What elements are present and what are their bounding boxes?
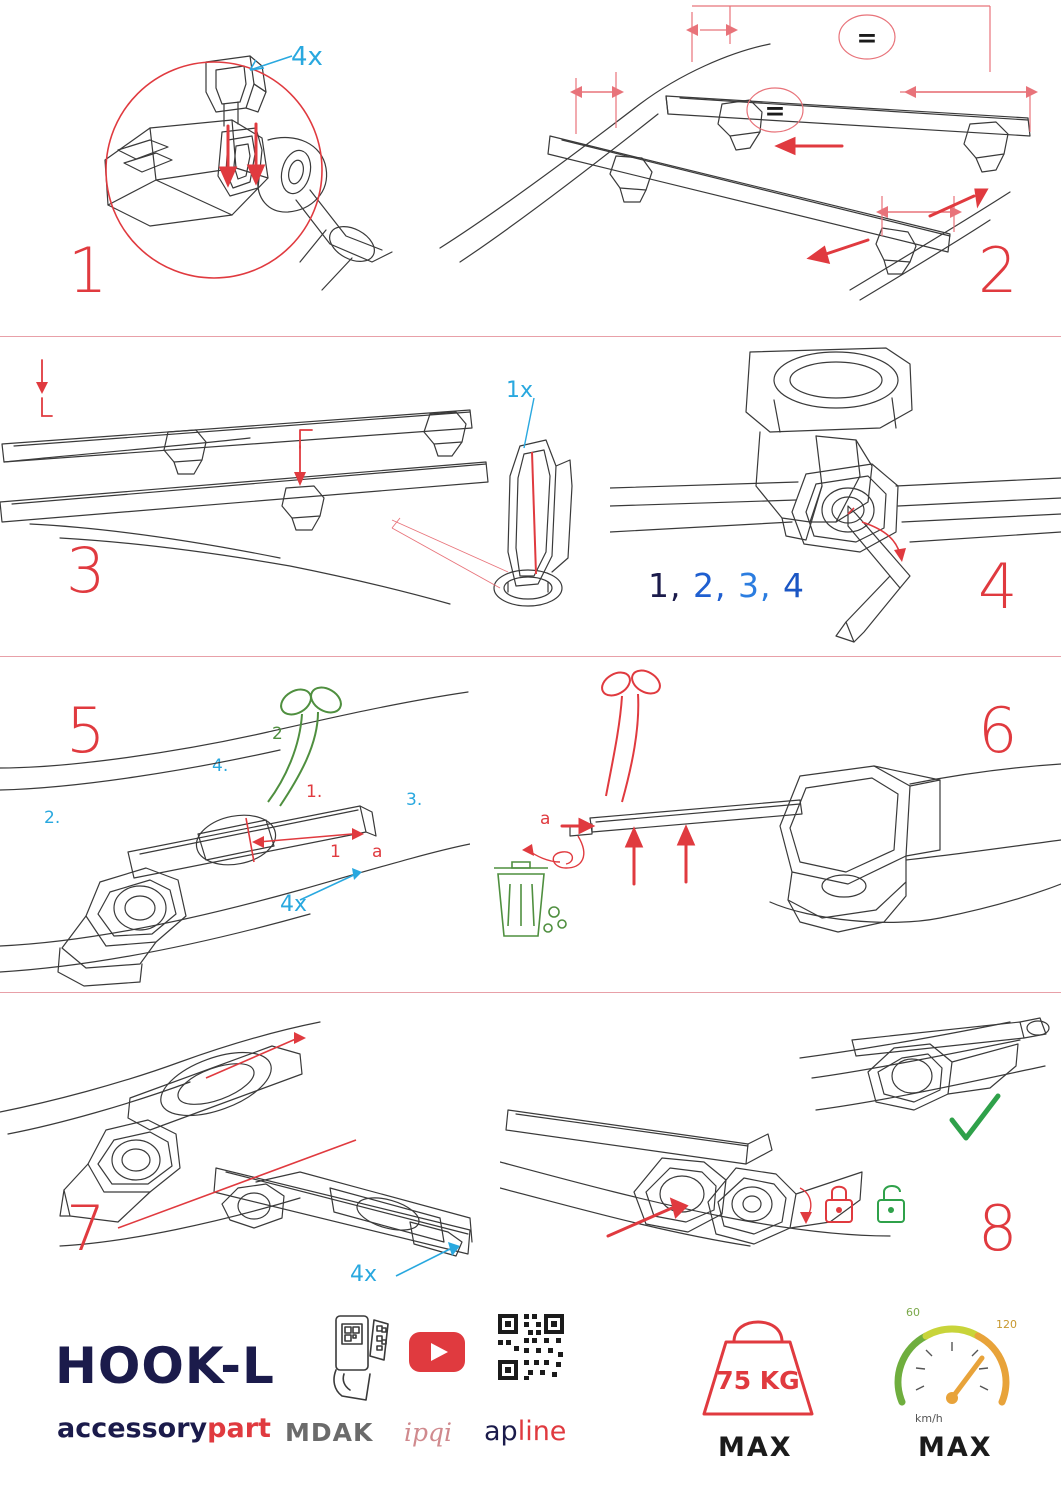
apline-second: line xyxy=(517,1416,567,1447)
step-5-number: 5 xyxy=(66,694,104,767)
step-1-number: 1 xyxy=(68,234,106,307)
max-load-value: 75 KG xyxy=(716,1366,800,1395)
step-3-label-2: 2. xyxy=(44,808,61,828)
step-5-quantity-label: 4x xyxy=(280,892,308,917)
step-7-number: 7 xyxy=(66,1192,104,1265)
apline-first: ap xyxy=(484,1416,518,1447)
brand-name-first: accessory xyxy=(57,1413,208,1444)
step-4-number: 4 xyxy=(978,550,1016,623)
step-3-number: 3 xyxy=(66,534,104,607)
step-8-illustration xyxy=(500,992,1061,1312)
step-5-label-1: 1 xyxy=(330,842,341,862)
step-3-quantity-label: 1x xyxy=(506,378,534,403)
step-6-number: 6 xyxy=(978,694,1016,767)
step-2-illustration xyxy=(430,0,1061,336)
brand-name-second: part xyxy=(207,1413,271,1444)
step-3-label-4: 4. xyxy=(212,756,229,776)
step-1-illustration xyxy=(0,0,430,336)
qr-code-icon xyxy=(496,1312,566,1382)
step-2-number: 2 xyxy=(978,234,1016,307)
partner-logo-mdak: MDAK xyxy=(285,1418,374,1447)
brand-name xyxy=(57,1413,271,1444)
speed-tick-120: 120 xyxy=(996,1318,1017,1331)
step-3-label-3: 3. xyxy=(406,790,423,810)
step-8-number: 8 xyxy=(978,1192,1016,1265)
step-1-quantity-label: 4x xyxy=(291,42,323,72)
step-7-quantity-label: 4x xyxy=(350,1262,378,1287)
speed-unit-label: km/h xyxy=(915,1412,943,1425)
svg-text:=: = xyxy=(856,23,878,52)
svg-text:=: = xyxy=(764,96,786,125)
speed-tick-60: 60 xyxy=(906,1306,920,1319)
product-name: HOOK-L xyxy=(55,1337,275,1395)
max-load-label: MAX xyxy=(718,1432,793,1463)
step-4-sequence-label: 1, 2, 3, 4 xyxy=(648,566,805,605)
step-5-label-2: 2 xyxy=(272,724,283,744)
step-5-label-a: a xyxy=(372,842,383,862)
partner-logo-ipqi: ipqi xyxy=(404,1418,452,1447)
partner-logo-apline xyxy=(484,1416,566,1447)
step-3-label-1: 1. xyxy=(306,782,323,802)
youtube-icon[interactable] xyxy=(409,1332,465,1372)
svg-text:a: a xyxy=(540,809,551,829)
scan-qr-hand-icon xyxy=(322,1314,410,1402)
step-6-illustration xyxy=(470,656,1061,992)
max-speed-label: MAX xyxy=(918,1432,993,1463)
